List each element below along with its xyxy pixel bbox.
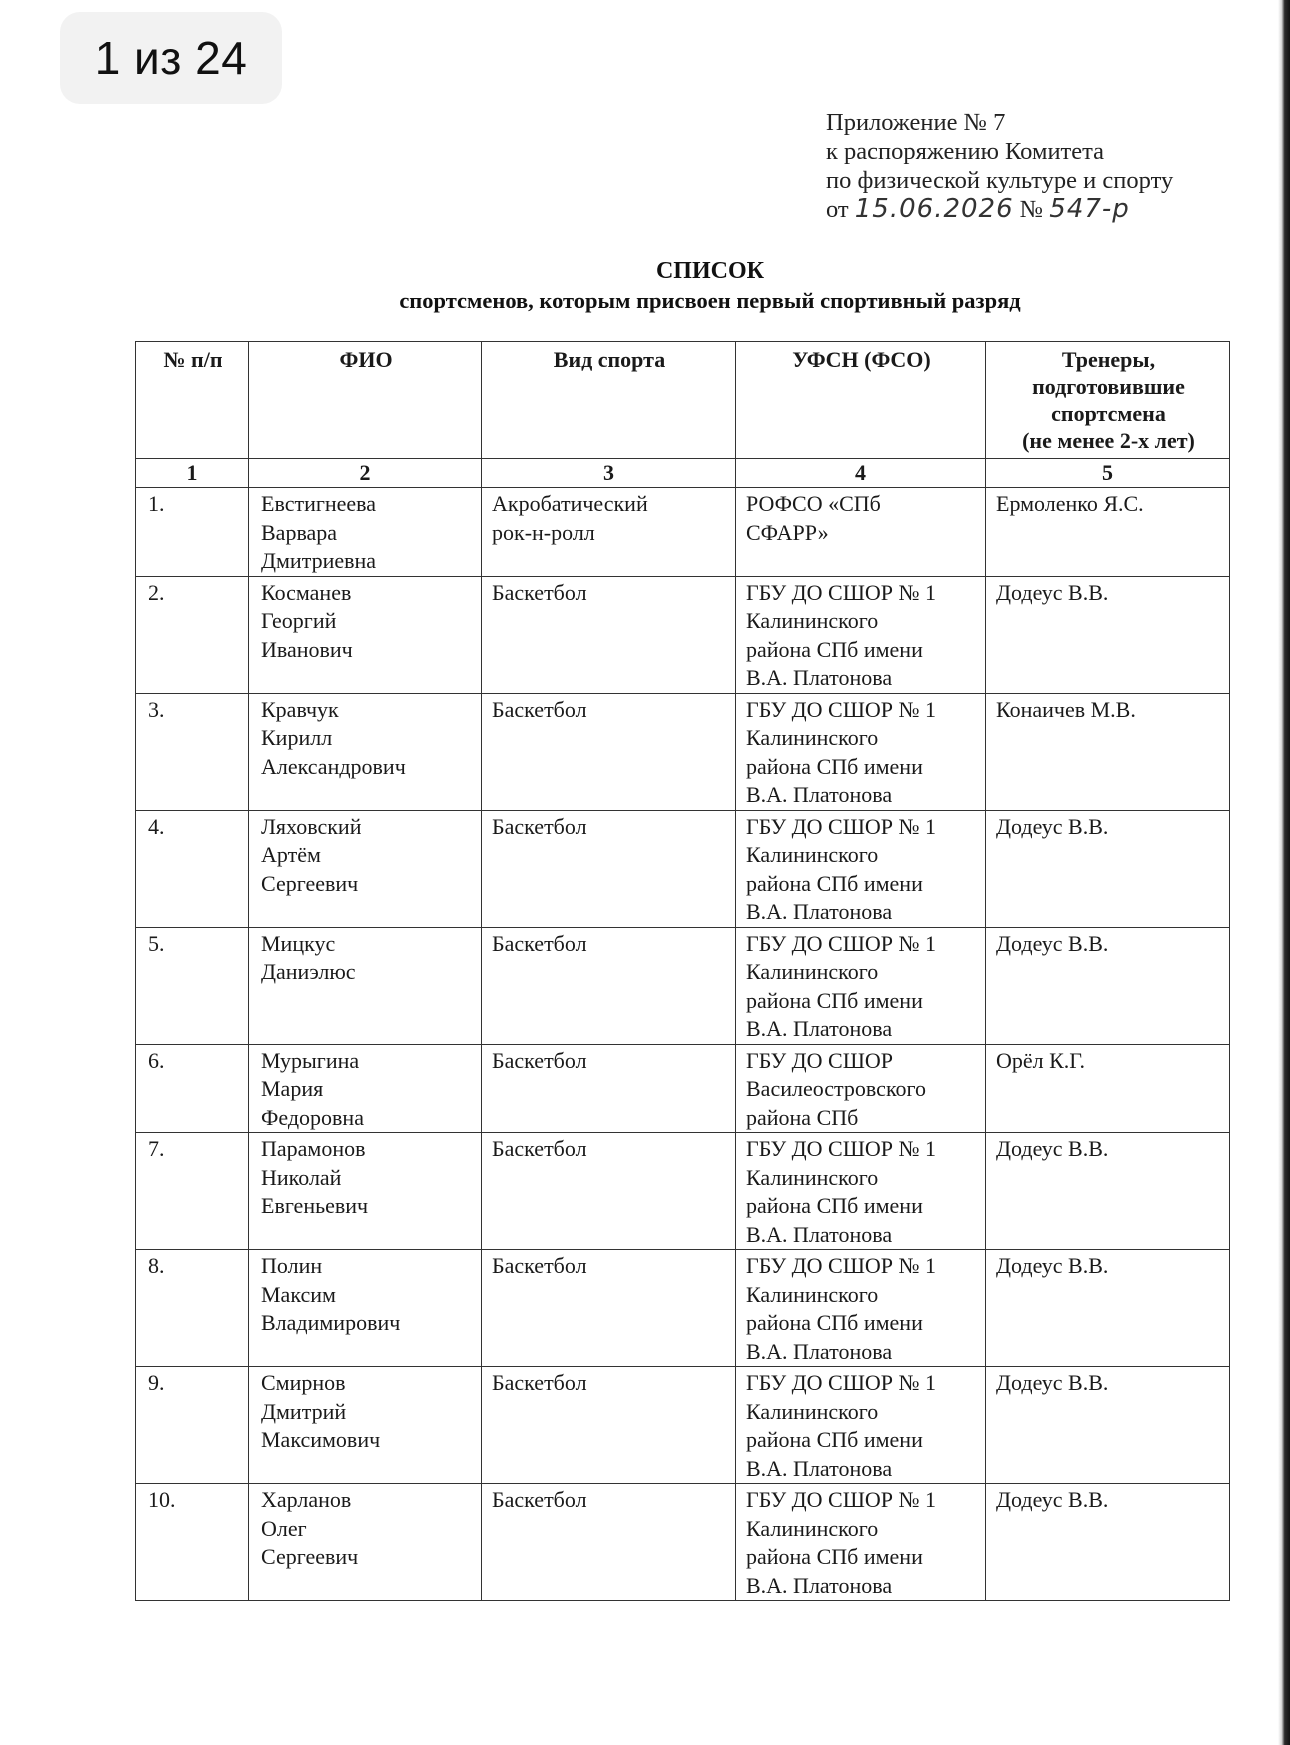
athlete-name-line: Мурыгина (261, 1047, 360, 1073)
sport-type-line: Баскетбол (492, 813, 587, 839)
organization-line: ГБУ ДО СШОР № 1 (746, 1253, 937, 1278)
row-number: 2. (136, 576, 249, 693)
organization-line: района СПб имени (746, 1544, 923, 1569)
handwritten-date: 15.06.2026 (854, 194, 1014, 224)
sport-type-line: Баскетбол (492, 1136, 587, 1161)
athlete-name (249, 1367, 482, 1484)
coach-name: Додеус В.В. (986, 1133, 1230, 1250)
table-row (136, 1133, 1230, 1250)
table-row (136, 927, 1230, 1044)
row-number: 8. (136, 1250, 249, 1367)
athlete-name-line: Федоровна (261, 1104, 364, 1130)
appendix-date-line (826, 195, 1173, 224)
row-number: 9. (136, 1367, 249, 1484)
page-indicator: 1 из 24 (60, 12, 282, 104)
sport-type-line: Баскетбол (492, 696, 587, 722)
sport-type-line: Баскетбол (492, 1487, 587, 1512)
column-number: 4 (736, 459, 986, 488)
organization-line: РОФСО «СПб (746, 491, 881, 516)
athlete-name-line: Владимирович (261, 1310, 401, 1335)
header-org: УФСН (ФСО) (736, 342, 986, 459)
athlete-name (249, 576, 482, 693)
sport-type (482, 488, 736, 577)
coach-name: Конаичев М.В. (986, 693, 1230, 810)
organization-line: района СПб имени (746, 870, 923, 896)
athlete-name-line: Сергеевич (261, 1544, 359, 1569)
athlete-name-line: Парамонов (261, 1136, 366, 1161)
organization-line: района СПб (746, 1104, 859, 1130)
athletes-table (135, 341, 1230, 1601)
athlete-name-line: Олег (261, 1515, 307, 1541)
athlete-name (249, 1133, 482, 1250)
appendix-line-3: по физической культуре и спорту (826, 167, 1174, 194)
athlete-name (249, 1250, 482, 1367)
athlete-name-line: Николай (261, 1164, 342, 1190)
athlete-name-line: Мария (261, 1076, 324, 1101)
athlete-name (249, 1044, 482, 1133)
page-edge (1278, 0, 1290, 1745)
organization-line: В.А. Платонова (746, 665, 893, 690)
organization-line: района СПб имени (746, 1310, 923, 1335)
organization-line: Калининского (746, 959, 879, 984)
organization-line: В.А. Платонова (746, 782, 893, 807)
row-number: 10. (136, 1484, 249, 1601)
organization-line: Калининского (746, 1515, 879, 1541)
column-number: 2 (249, 459, 482, 488)
number-prefix: № (1019, 196, 1044, 223)
table-header-row (136, 342, 1230, 459)
sport-type (482, 1484, 736, 1601)
sport-type-line: рок-н-ролл (492, 519, 595, 545)
athlete-name-line: Харланов (261, 1487, 352, 1512)
organization-line: ГБУ ДО СШОР № 1 (746, 1487, 937, 1512)
organization-line: ГБУ ДО СШОР № 1 (746, 1370, 937, 1395)
athlete-name-line: Косманев (261, 579, 352, 605)
athlete-name-line: Максим (261, 1281, 336, 1307)
athlete-name-line: Дмитрий (261, 1398, 347, 1424)
athlete-name-line: Кравчук (261, 696, 339, 722)
organization-line: Калининского (746, 1164, 879, 1190)
document-title (0, 256, 1290, 316)
athlete-name (249, 1484, 482, 1601)
organization-line: района СПб имени (746, 753, 923, 779)
date-prefix: от (826, 196, 849, 223)
header-coach-line: (не менее 2-х лет) (1022, 428, 1195, 453)
athlete-name-line: Полин (261, 1253, 323, 1278)
athlete-name-line: Артём (261, 842, 321, 867)
athlete-name-line: Александрович (261, 753, 406, 779)
organization-line: СФАРР» (746, 519, 829, 545)
organization (736, 927, 986, 1044)
organization (736, 693, 986, 810)
organization (736, 1250, 986, 1367)
sport-type-line: Баскетбол (492, 1047, 587, 1073)
organization (736, 810, 986, 927)
row-number: 1. (136, 488, 249, 577)
organization-line: В.А. Платонова (746, 1221, 893, 1247)
athlete-name (249, 693, 482, 810)
athlete-name-line: Дмитриевна (261, 548, 377, 573)
sport-type (482, 1250, 736, 1367)
header-num: № п/п (136, 342, 249, 459)
organization-line: ГБУ ДО СШОР № 1 (746, 1136, 937, 1161)
athlete-name-line: Даниэлюс (261, 959, 356, 984)
sport-type-line: Баскетбол (492, 579, 587, 605)
appendix-line-1: Приложение № 7 (826, 109, 1006, 136)
sport-type (482, 576, 736, 693)
sport-type (482, 1133, 736, 1250)
organization-line: Калининского (746, 1398, 879, 1424)
organization-line: В.А. Платонова (746, 1338, 893, 1364)
organization-line: Калининского (746, 1281, 879, 1307)
sport-type (482, 810, 736, 927)
title-subtitle: спортсменов, которым присвоен первый спортивный разряд (399, 288, 1021, 313)
row-number: 7. (136, 1133, 249, 1250)
coach-name: Ермоленко Я.С. (986, 488, 1230, 577)
appendix-block (826, 108, 1173, 224)
sport-type (482, 1367, 736, 1484)
table-body (136, 488, 1230, 1601)
header-name: ФИО (249, 342, 482, 459)
organization-line: ГБУ ДО СШОР № 1 (746, 813, 937, 839)
athlete-name-line: Евстигнеева (261, 491, 377, 516)
organization (736, 1367, 986, 1484)
sport-type-line: Баскетбол (492, 1253, 587, 1278)
athlete-name (249, 488, 482, 577)
athlete-name-line: Варвара (261, 519, 338, 545)
coach-name: Додеус В.В. (986, 1250, 1230, 1367)
column-number: 3 (482, 459, 736, 488)
organization (736, 1133, 986, 1250)
organization (736, 1484, 986, 1601)
organization-line: Калининского (746, 725, 879, 750)
appendix-line-2: к распоряжению Комитета (826, 138, 1105, 165)
table-row (136, 488, 1230, 577)
header-coach (986, 342, 1230, 459)
athlete-name-line: Смирнов (261, 1370, 346, 1395)
column-number: 5 (986, 459, 1230, 488)
athlete-name-line: Евгеньевич (261, 1193, 369, 1218)
organization-line: В.А. Платонова (746, 1016, 893, 1041)
organization-line: Василеостровского (746, 1076, 926, 1101)
header-coach-line: спортсмена (1051, 401, 1166, 426)
table-row (136, 1250, 1230, 1367)
coach-name: Додеус В.В. (986, 1484, 1230, 1601)
coach-name: Орёл К.Г. (986, 1044, 1230, 1133)
organization-line: района СПб имени (746, 1427, 923, 1452)
organization-line: ГБУ ДО СШОР № 1 (746, 579, 937, 605)
athlete-name-line: Мицкус (261, 930, 336, 956)
organization-line: ГБУ ДО СШОР № 1 (746, 696, 937, 722)
handwritten-number: 547-р (1049, 194, 1130, 224)
organization (736, 488, 986, 577)
organization (736, 576, 986, 693)
table-row (136, 693, 1230, 810)
table-row (136, 576, 1230, 693)
organization-line: Калининского (746, 608, 879, 633)
coach-name: Додеус В.В. (986, 576, 1230, 693)
sport-type-line: Баскетбол (492, 930, 587, 956)
title-main: СПИСОК (655, 258, 765, 284)
athlete-name (249, 927, 482, 1044)
row-number: 3. (136, 693, 249, 810)
column-numbers-row (136, 459, 1230, 488)
organization-line: района СПб имени (746, 1193, 923, 1218)
sport-type (482, 1044, 736, 1133)
organization-line: Калининского (746, 842, 879, 867)
row-number: 4. (136, 810, 249, 927)
athlete-name (249, 810, 482, 927)
row-number: 5. (136, 927, 249, 1044)
athlete-name-line: Георгий (261, 608, 337, 633)
header-coach-line: Тренеры, (1061, 347, 1156, 372)
table-row (136, 810, 1230, 927)
sport-type-line: Баскетбол (492, 1370, 587, 1395)
organization-line: В.А. Платонова (746, 899, 893, 924)
coach-name: Додеус В.В. (986, 810, 1230, 927)
athlete-name-line: Ляховский (261, 813, 362, 839)
coach-name: Додеус В.В. (986, 927, 1230, 1044)
organization-line: ГБУ ДО СШОР (746, 1047, 894, 1073)
table-row (136, 1044, 1230, 1133)
athlete-name-line: Иванович (261, 636, 353, 662)
organization-line: района СПб имени (746, 636, 923, 662)
athlete-name-line: Максимович (261, 1427, 381, 1452)
athlete-name-line: Кирилл (261, 725, 333, 750)
sport-type (482, 927, 736, 1044)
sport-type-line: Акробатический (492, 491, 648, 516)
organization-line: ГБУ ДО СШОР № 1 (746, 930, 937, 956)
header-sport: Вид спорта (482, 342, 736, 459)
athlete-name-line: Сергеевич (261, 870, 359, 896)
row-number: 6. (136, 1044, 249, 1133)
organization-line: района СПб имени (746, 987, 923, 1013)
header-coach-line: подготовившие (1032, 374, 1185, 399)
organization-line: В.А. Платонова (746, 1455, 893, 1481)
table-row (136, 1367, 1230, 1484)
organization (736, 1044, 986, 1133)
coach-name: Додеус В.В. (986, 1367, 1230, 1484)
table-row (136, 1484, 1230, 1601)
organization-line: В.А. Платонова (746, 1572, 893, 1598)
sport-type (482, 693, 736, 810)
column-number: 1 (136, 459, 249, 488)
